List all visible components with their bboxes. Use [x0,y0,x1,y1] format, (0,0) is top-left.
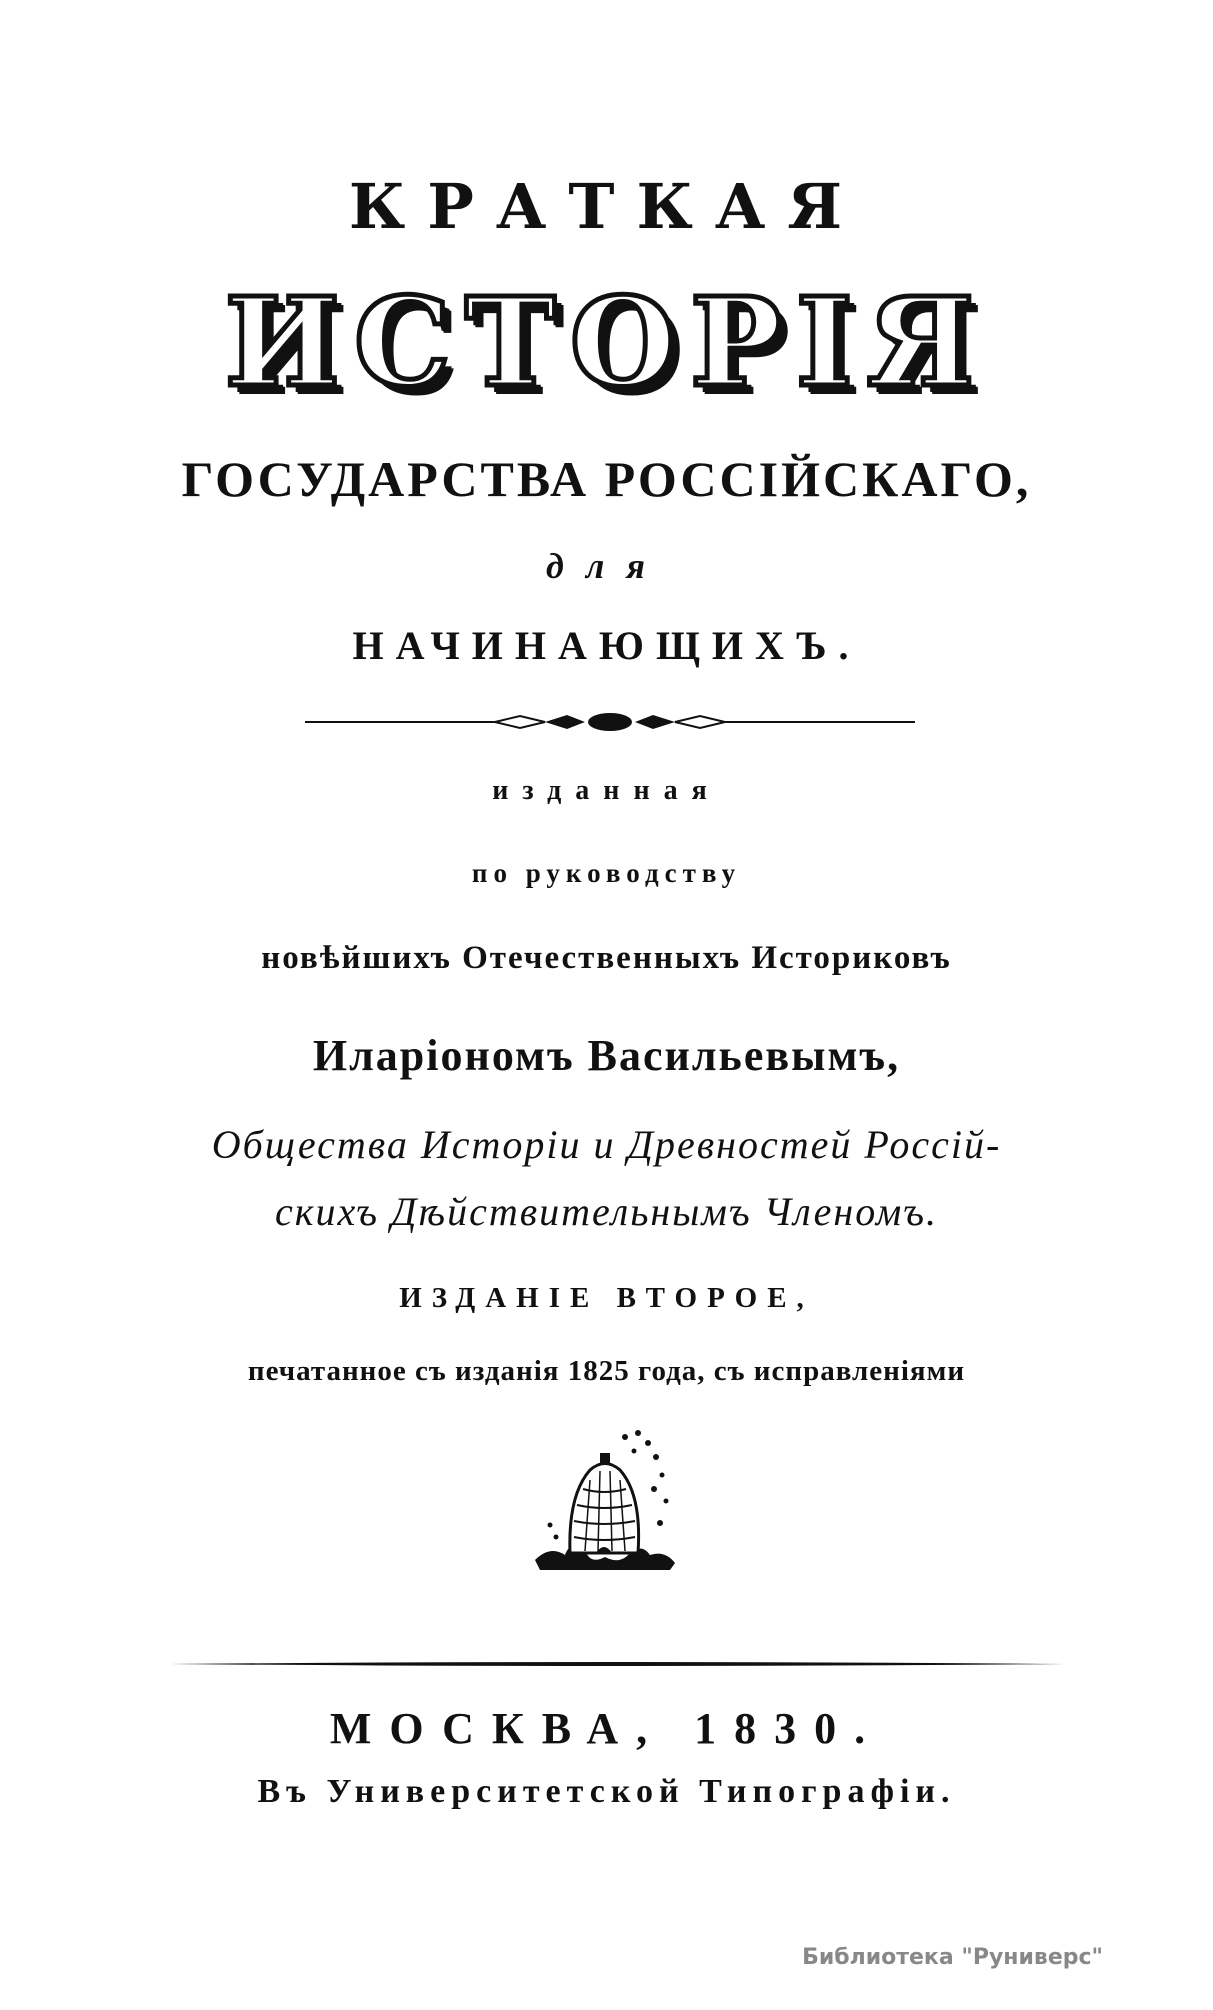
historians-line: новѣйшихъ Отечественныхъ Историковъ [261,940,952,976]
published-label: изданная [492,775,721,806]
society-line-1: Общества Исторiи и Древностей Россiй- [211,1122,1002,1167]
imprint-place-year: МОСКВА, 1830. [329,1704,884,1753]
society-line-2: скихъ Дѣйствительнымъ Членомъ. [275,1189,938,1234]
library-watermark: Библиотека "Руниверс" [802,1945,1103,1970]
ornamental-divider-icon [305,707,915,737]
title-line-5: НАЧИНАЮЩИХЪ. [352,623,861,668]
edition-note: печатанное съ изданiя 1825 года, съ исправленiями [247,1355,966,1387]
edition-label: ИЗДАНIЕ ВТОРОЕ, [399,1282,814,1314]
title-line-2: ИСТОРIЯ [224,270,989,414]
beehive-icon [530,1425,680,1575]
horizontal-rule [170,1658,1065,1670]
author-name: Иларiономъ Васильевымъ, [312,1031,901,1080]
title-line-4: для [546,546,667,586]
guidance-label: по руководству [471,858,742,888]
title-line-1: КРАТКАЯ [348,170,865,243]
title-line-3: ГОСУДАРСТВА РОССIЙСКАГО, [181,451,1032,507]
imprint-printer: Въ Университетской Типографiи. [257,1773,956,1810]
